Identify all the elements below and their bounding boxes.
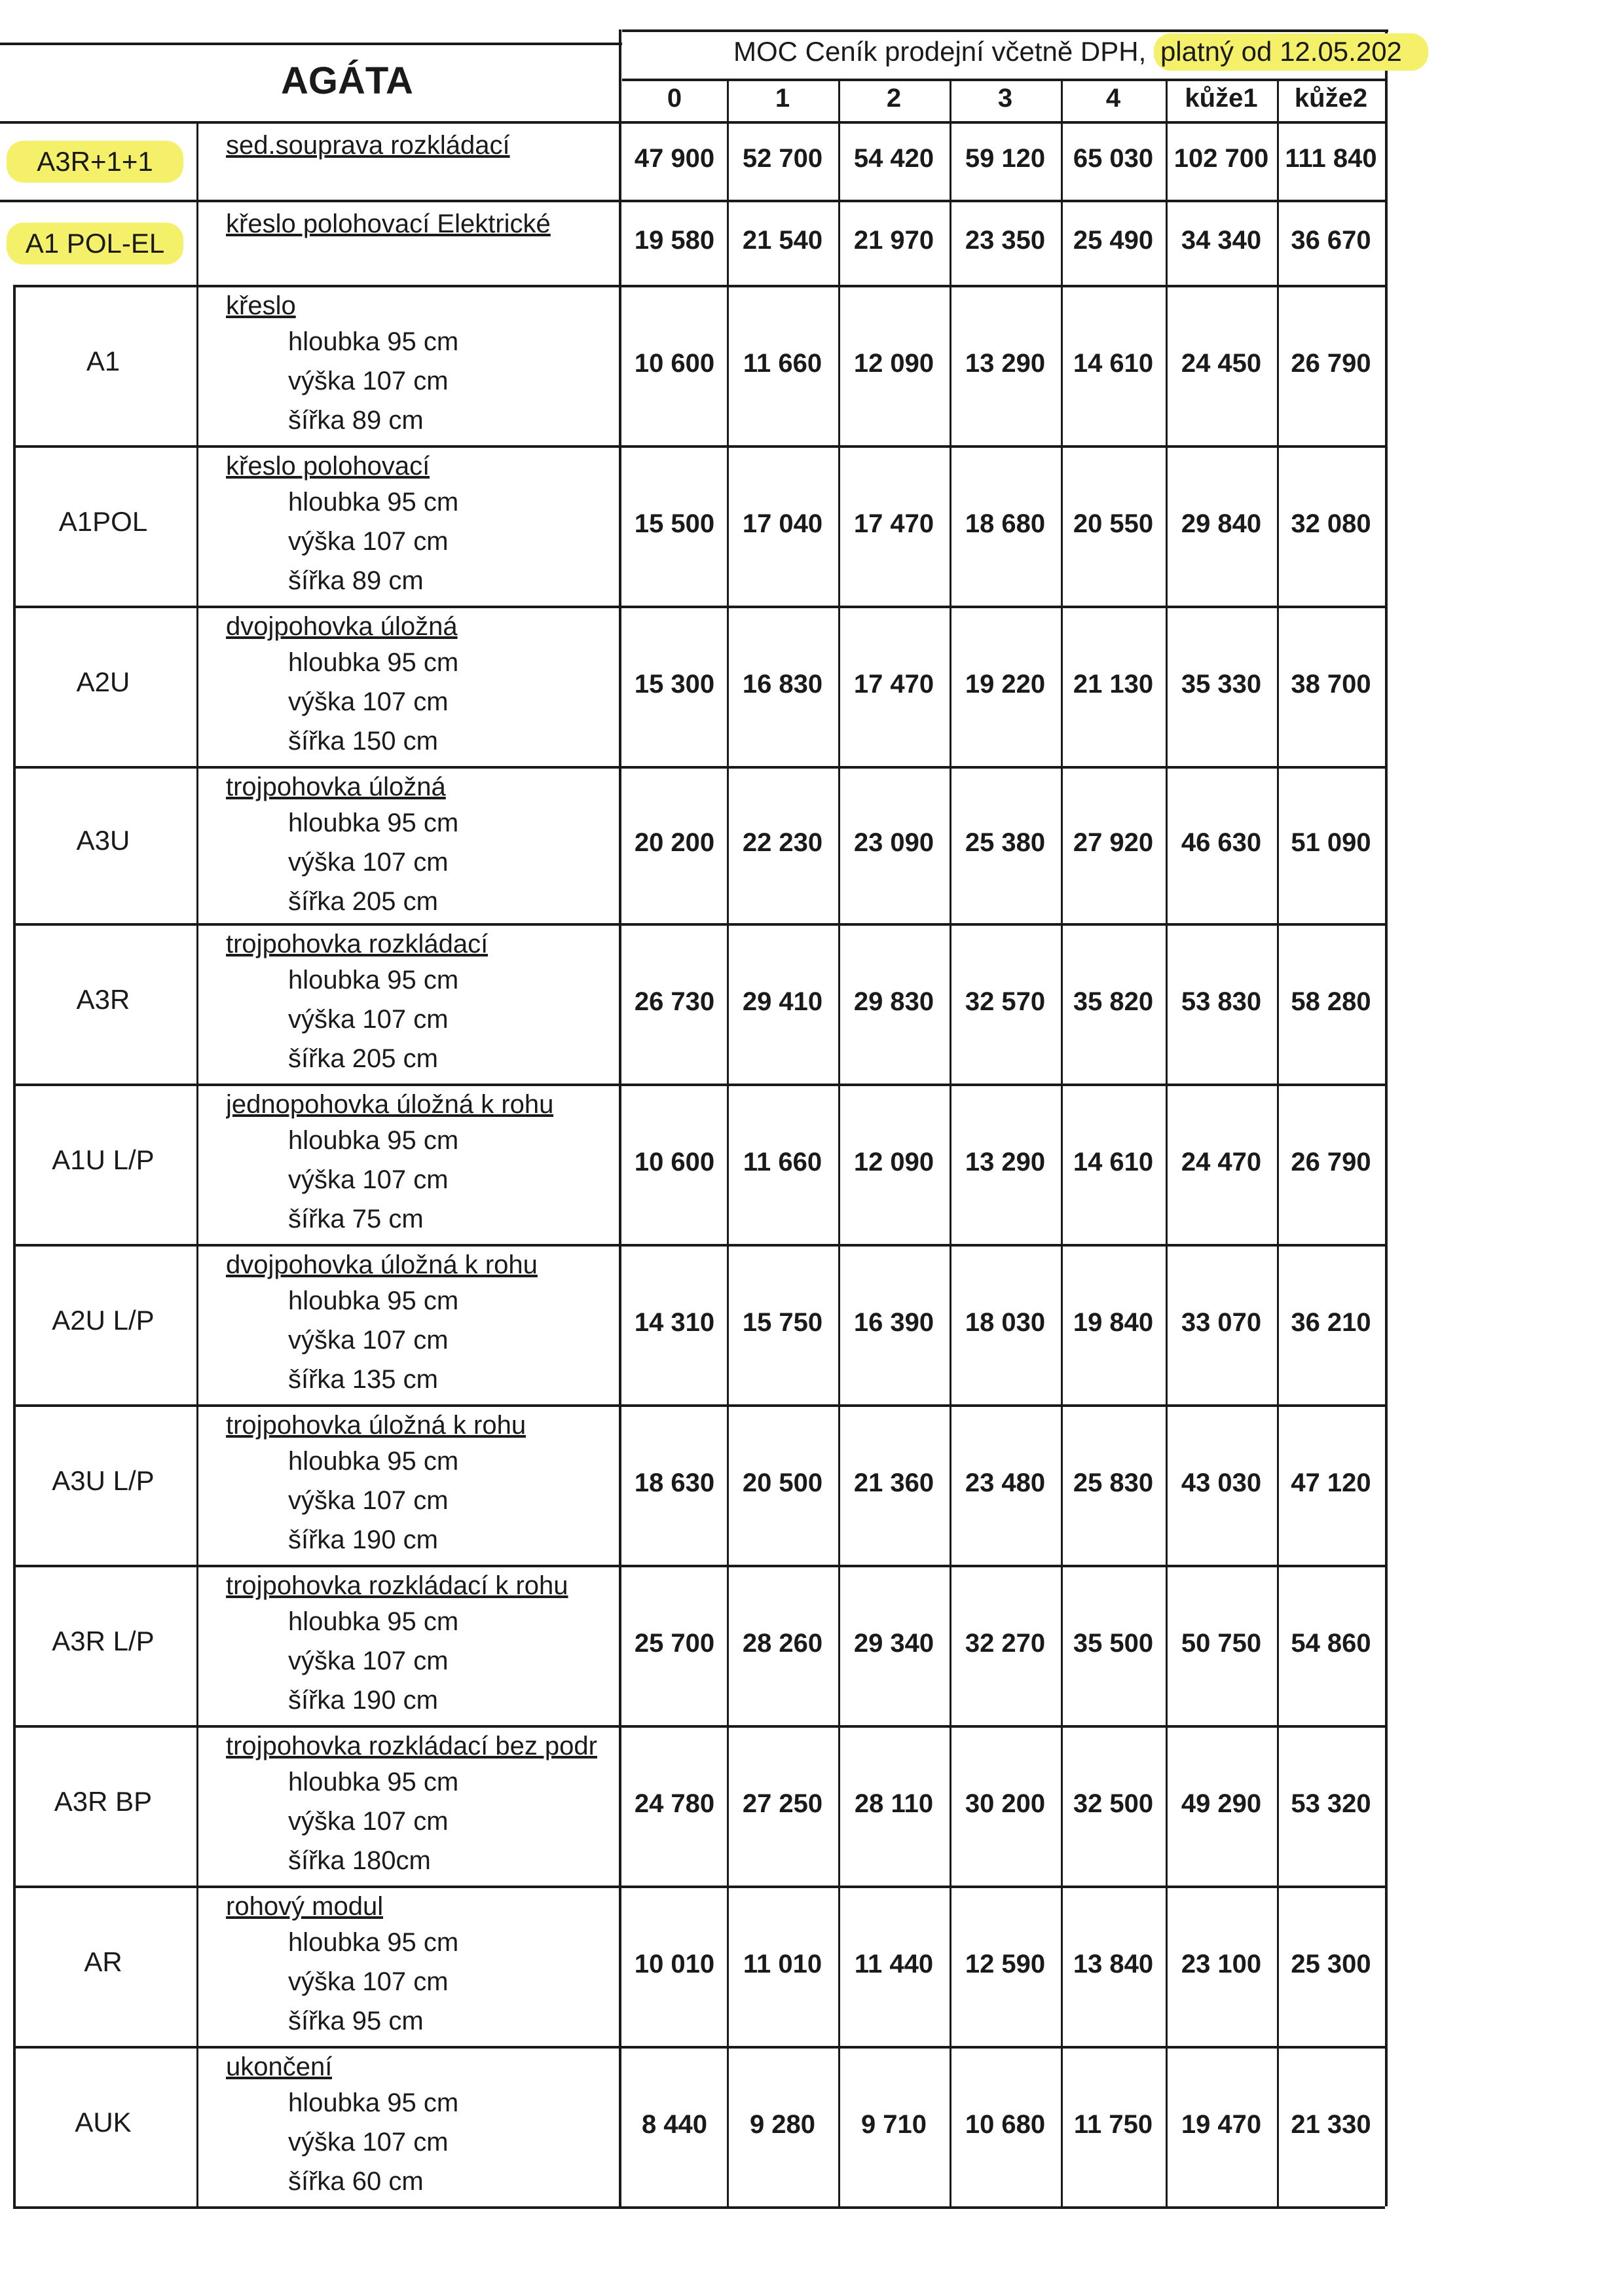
price-cell: 23 350 <box>965 226 1046 255</box>
price-cell: 18 680 <box>965 509 1046 538</box>
product-code: A3R+1+1 <box>7 141 183 183</box>
product-name: křeslo polohovací Elektrické <box>226 210 551 238</box>
price-cell: 16 830 <box>742 669 823 699</box>
price-cell: 25 700 <box>634 1628 715 1658</box>
product-dimension: výška 107 cm <box>288 1967 449 1996</box>
price-cell: 29 340 <box>853 1628 934 1658</box>
price-cell: 28 260 <box>742 1628 823 1658</box>
price-cell: 25 300 <box>1291 1949 1371 1978</box>
price-cell: 13 840 <box>1073 1949 1154 1978</box>
product-dimension: hloubka 95 cm <box>288 488 459 517</box>
product-dimension: šířka 190 cm <box>288 1525 438 1554</box>
product-dimension: výška 107 cm <box>288 1807 449 1836</box>
grid-line <box>0 121 1385 124</box>
page-title: AGÁTA <box>281 60 413 102</box>
price-cell: 53 320 <box>1291 1789 1371 1818</box>
price-cell: 11 010 <box>743 1949 822 1978</box>
product-dimension: hloubka 95 cm <box>288 966 459 994</box>
product-dimension: výška 107 cm <box>288 687 449 716</box>
price-cell: 53 830 <box>1181 987 1262 1016</box>
price-cell: 26 730 <box>634 987 715 1016</box>
price-cell: 9 710 <box>860 2109 927 2139</box>
grid-line <box>0 43 622 45</box>
product-name: trojpohovka rozkládací k rohu <box>226 1571 568 1600</box>
column-header: 0 <box>667 84 682 113</box>
column-header: 4 <box>1105 84 1121 113</box>
price-cell: 20 500 <box>742 1468 823 1497</box>
price-cell: 51 090 <box>1291 828 1371 857</box>
product-dimension: šířka 205 cm <box>288 1044 438 1073</box>
product-dimension: výška 107 cm <box>288 1647 449 1675</box>
price-cell: 11 440 <box>854 1949 934 1978</box>
product-name: dvojpohovka úložná k rohu <box>226 1250 538 1279</box>
grid-line <box>13 285 1385 287</box>
grid-line <box>13 1565 1385 1567</box>
product-dimension: hloubka 95 cm <box>288 1447 459 1476</box>
product-dimension: výška 107 cm <box>288 367 449 395</box>
product-code: AUK <box>75 2106 132 2138</box>
product-dimension: výška 107 cm <box>288 1165 449 1194</box>
price-cell: 20 550 <box>1073 509 1154 538</box>
price-cell: 23 480 <box>965 1468 1046 1497</box>
price-cell: 46 630 <box>1181 828 1262 857</box>
product-dimension: šířka 150 cm <box>288 727 438 756</box>
price-cell: 24 450 <box>1181 348 1262 378</box>
price-cell: 29 830 <box>853 987 934 1016</box>
price-cell: 43 030 <box>1181 1468 1262 1497</box>
product-name: křeslo <box>226 291 296 320</box>
price-cell: 65 030 <box>1073 144 1154 173</box>
product-dimension: hloubka 95 cm <box>288 809 459 837</box>
product-dimension: šířka 60 cm <box>288 2167 424 2196</box>
price-cell: 25 490 <box>1073 226 1154 255</box>
product-dimension: šířka 89 cm <box>288 406 424 435</box>
product-code: A3R <box>76 983 130 1015</box>
price-cell: 12 590 <box>965 1949 1046 1978</box>
product-name: rohový modul <box>226 1892 384 1921</box>
price-cell: 17 040 <box>742 509 823 538</box>
product-dimension: hloubka 95 cm <box>288 2088 459 2117</box>
price-cell: 17 470 <box>853 509 934 538</box>
product-dimension: výška 107 cm <box>288 848 449 877</box>
product-dimension: hloubka 95 cm <box>288 1286 459 1315</box>
price-cell: 34 340 <box>1181 226 1262 255</box>
price-cell: 35 500 <box>1073 1628 1154 1658</box>
price-cell: 11 750 <box>1073 2109 1153 2139</box>
price-cell: 58 280 <box>1291 987 1371 1016</box>
price-cell: 11 660 <box>743 1147 822 1176</box>
product-name: jednopohovka úložná k rohu <box>226 1090 554 1119</box>
grid-line <box>622 29 1388 32</box>
price-cell: 10 600 <box>634 1147 715 1176</box>
price-cell: 30 200 <box>965 1789 1046 1818</box>
product-dimension: šířka 190 cm <box>288 1686 438 1715</box>
price-cell: 47 120 <box>1291 1468 1371 1497</box>
price-cell: 32 080 <box>1291 509 1371 538</box>
product-dimension: šířka 75 cm <box>288 1205 424 1233</box>
price-cell: 32 500 <box>1073 1789 1154 1818</box>
product-code: A1 POL-EL <box>7 223 183 264</box>
product-code: A2U L/P <box>52 1304 155 1336</box>
price-cell: 50 750 <box>1181 1628 1262 1658</box>
column-header: kůže2 <box>1294 84 1368 113</box>
price-cell: 22 230 <box>742 828 823 857</box>
price-cell: 15 500 <box>634 509 715 538</box>
price-cell: 12 090 <box>853 348 934 378</box>
price-cell: 36 670 <box>1291 226 1371 255</box>
price-cell: 14 610 <box>1073 348 1154 378</box>
grid-line <box>622 79 1385 81</box>
price-cell: 19 580 <box>634 226 715 255</box>
price-cell: 25 830 <box>1073 1468 1154 1497</box>
price-cell: 28 110 <box>854 1789 934 1818</box>
grid-line <box>13 2046 1385 2049</box>
grid-line <box>13 285 16 2206</box>
price-cell: 29 410 <box>742 987 823 1016</box>
price-cell: 26 790 <box>1291 1147 1371 1176</box>
price-cell: 19 470 <box>1181 2109 1262 2139</box>
price-cell: 27 920 <box>1073 828 1154 857</box>
price-cell: 26 790 <box>1291 348 1371 378</box>
price-cell: 20 200 <box>634 828 715 857</box>
product-dimension: šířka 89 cm <box>288 566 424 595</box>
header-validity: platný od 12.05.202 <box>1154 33 1428 71</box>
price-cell: 23 090 <box>853 828 934 857</box>
grid-line <box>0 200 1385 202</box>
price-cell: 25 380 <box>965 828 1046 857</box>
product-code: A1U L/P <box>52 1144 155 1175</box>
price-cell: 21 360 <box>853 1468 934 1497</box>
price-cell: 54 420 <box>853 144 934 173</box>
price-cell: 59 120 <box>965 144 1046 173</box>
price-cell: 111 840 <box>1285 144 1377 173</box>
grid-line <box>13 766 1385 769</box>
price-cell: 13 290 <box>965 1147 1046 1176</box>
price-cell: 19 840 <box>1073 1307 1154 1337</box>
product-code: A1POL <box>58 505 148 537</box>
price-cell: 47 900 <box>634 144 715 173</box>
product-name: křeslo polohovací <box>226 452 430 481</box>
column-header: 2 <box>886 84 902 113</box>
price-cell: 35 820 <box>1073 987 1154 1016</box>
price-cell: 14 610 <box>1073 1147 1154 1176</box>
column-header: 1 <box>775 84 790 113</box>
grid-line <box>1385 29 1388 2206</box>
product-name: trojpohovka rozkládací bez podr <box>226 1732 597 1760</box>
price-cell: 21 540 <box>742 226 823 255</box>
product-code: A3R L/P <box>52 1625 155 1656</box>
grid-line <box>13 1886 1385 1888</box>
grid-line <box>13 923 1385 926</box>
price-cell: 19 220 <box>965 669 1046 699</box>
grid-line <box>13 2206 1385 2209</box>
product-dimension: šířka 135 cm <box>288 1365 438 1394</box>
price-cell: 54 860 <box>1291 1628 1371 1658</box>
grid-line <box>619 29 621 2206</box>
price-cell: 15 750 <box>742 1307 823 1337</box>
price-cell: 10 680 <box>965 2109 1046 2139</box>
grid-line <box>13 1404 1385 1407</box>
product-name: dvojpohovka úložná <box>226 612 458 641</box>
grid-line <box>13 1244 1385 1247</box>
price-cell: 33 070 <box>1181 1307 1262 1337</box>
price-cell: 35 330 <box>1181 669 1262 699</box>
product-dimension: šířka 95 cm <box>288 2007 424 2035</box>
price-cell: 18 630 <box>634 1468 715 1497</box>
product-dimension: hloubka 95 cm <box>288 1928 459 1957</box>
grid-line <box>13 606 1385 608</box>
product-dimension: hloubka 95 cm <box>288 1126 459 1155</box>
product-name: ukončení <box>226 2052 333 2081</box>
price-cell: 12 090 <box>853 1147 934 1176</box>
product-dimension: šířka 180cm <box>288 1846 431 1875</box>
product-dimension: výška 107 cm <box>288 1326 449 1355</box>
product-name: trojpohovka úložná k rohu <box>226 1411 526 1440</box>
price-cell: 13 290 <box>965 348 1046 378</box>
product-dimension: hloubka 95 cm <box>288 648 459 677</box>
price-cell: 38 700 <box>1291 669 1371 699</box>
price-cell: 52 700 <box>742 144 823 173</box>
header-caption-text: Ceník prodejní včetně DPH, <box>805 36 1147 67</box>
column-header: 3 <box>997 84 1013 113</box>
grid-line <box>13 445 1385 448</box>
product-code: A2U <box>76 666 130 697</box>
price-cell: 23 100 <box>1181 1949 1262 1978</box>
price-cell: 16 390 <box>853 1307 934 1337</box>
price-cell: 49 290 <box>1181 1789 1262 1818</box>
price-cell: 15 300 <box>634 669 715 699</box>
product-dimension: hloubka 95 cm <box>288 327 459 356</box>
price-cell: 102 700 <box>1173 144 1269 173</box>
price-cell: 8 440 <box>641 2109 708 2139</box>
product-dimension: hloubka 95 cm <box>288 1768 459 1796</box>
price-cell: 36 210 <box>1291 1307 1371 1337</box>
price-cell: 9 280 <box>749 2109 816 2139</box>
price-cell: 29 840 <box>1181 509 1262 538</box>
product-name: trojpohovka rozkládací <box>226 930 489 958</box>
product-dimension: výška 107 cm <box>288 1005 449 1034</box>
price-cell: 21 330 <box>1291 2109 1371 2139</box>
product-code: A1 <box>86 345 120 376</box>
product-dimension: výška 107 cm <box>288 1486 449 1515</box>
product-dimension: výška 107 cm <box>288 527 449 556</box>
price-cell: 17 470 <box>853 669 934 699</box>
price-cell: 14 310 <box>634 1307 715 1337</box>
grid-line <box>196 121 198 2206</box>
product-dimension: šířka 205 cm <box>288 887 438 916</box>
product-code: A3R BP <box>54 1785 153 1817</box>
grid-line <box>13 1084 1385 1086</box>
price-cell: 24 780 <box>634 1789 715 1818</box>
price-cell: 10 600 <box>634 348 715 378</box>
price-cell: 32 570 <box>965 987 1046 1016</box>
product-dimension: výška 107 cm <box>288 2128 449 2157</box>
product-dimension: hloubka 95 cm <box>288 1607 459 1636</box>
price-cell: 21 970 <box>853 226 934 255</box>
price-cell: 32 270 <box>965 1628 1046 1658</box>
grid-line <box>13 1725 1385 1728</box>
product-name: sed.souprava rozkládací <box>226 131 510 160</box>
price-cell: 18 030 <box>965 1307 1046 1337</box>
price-cell: 10 010 <box>634 1949 715 1978</box>
header-caption <box>733 36 1428 67</box>
price-cell: 21 130 <box>1073 669 1154 699</box>
product-code: A3U <box>76 825 130 856</box>
price-cell: 11 660 <box>743 348 822 378</box>
product-code: A3U L/P <box>52 1465 155 1496</box>
price-cell: 27 250 <box>742 1789 823 1818</box>
product-name: trojpohovka úložná <box>226 773 446 801</box>
column-header: kůže1 <box>1185 84 1258 113</box>
header-prefix: MOC <box>733 36 798 67</box>
product-code: AR <box>84 1946 122 1977</box>
price-cell: 24 470 <box>1181 1147 1262 1176</box>
